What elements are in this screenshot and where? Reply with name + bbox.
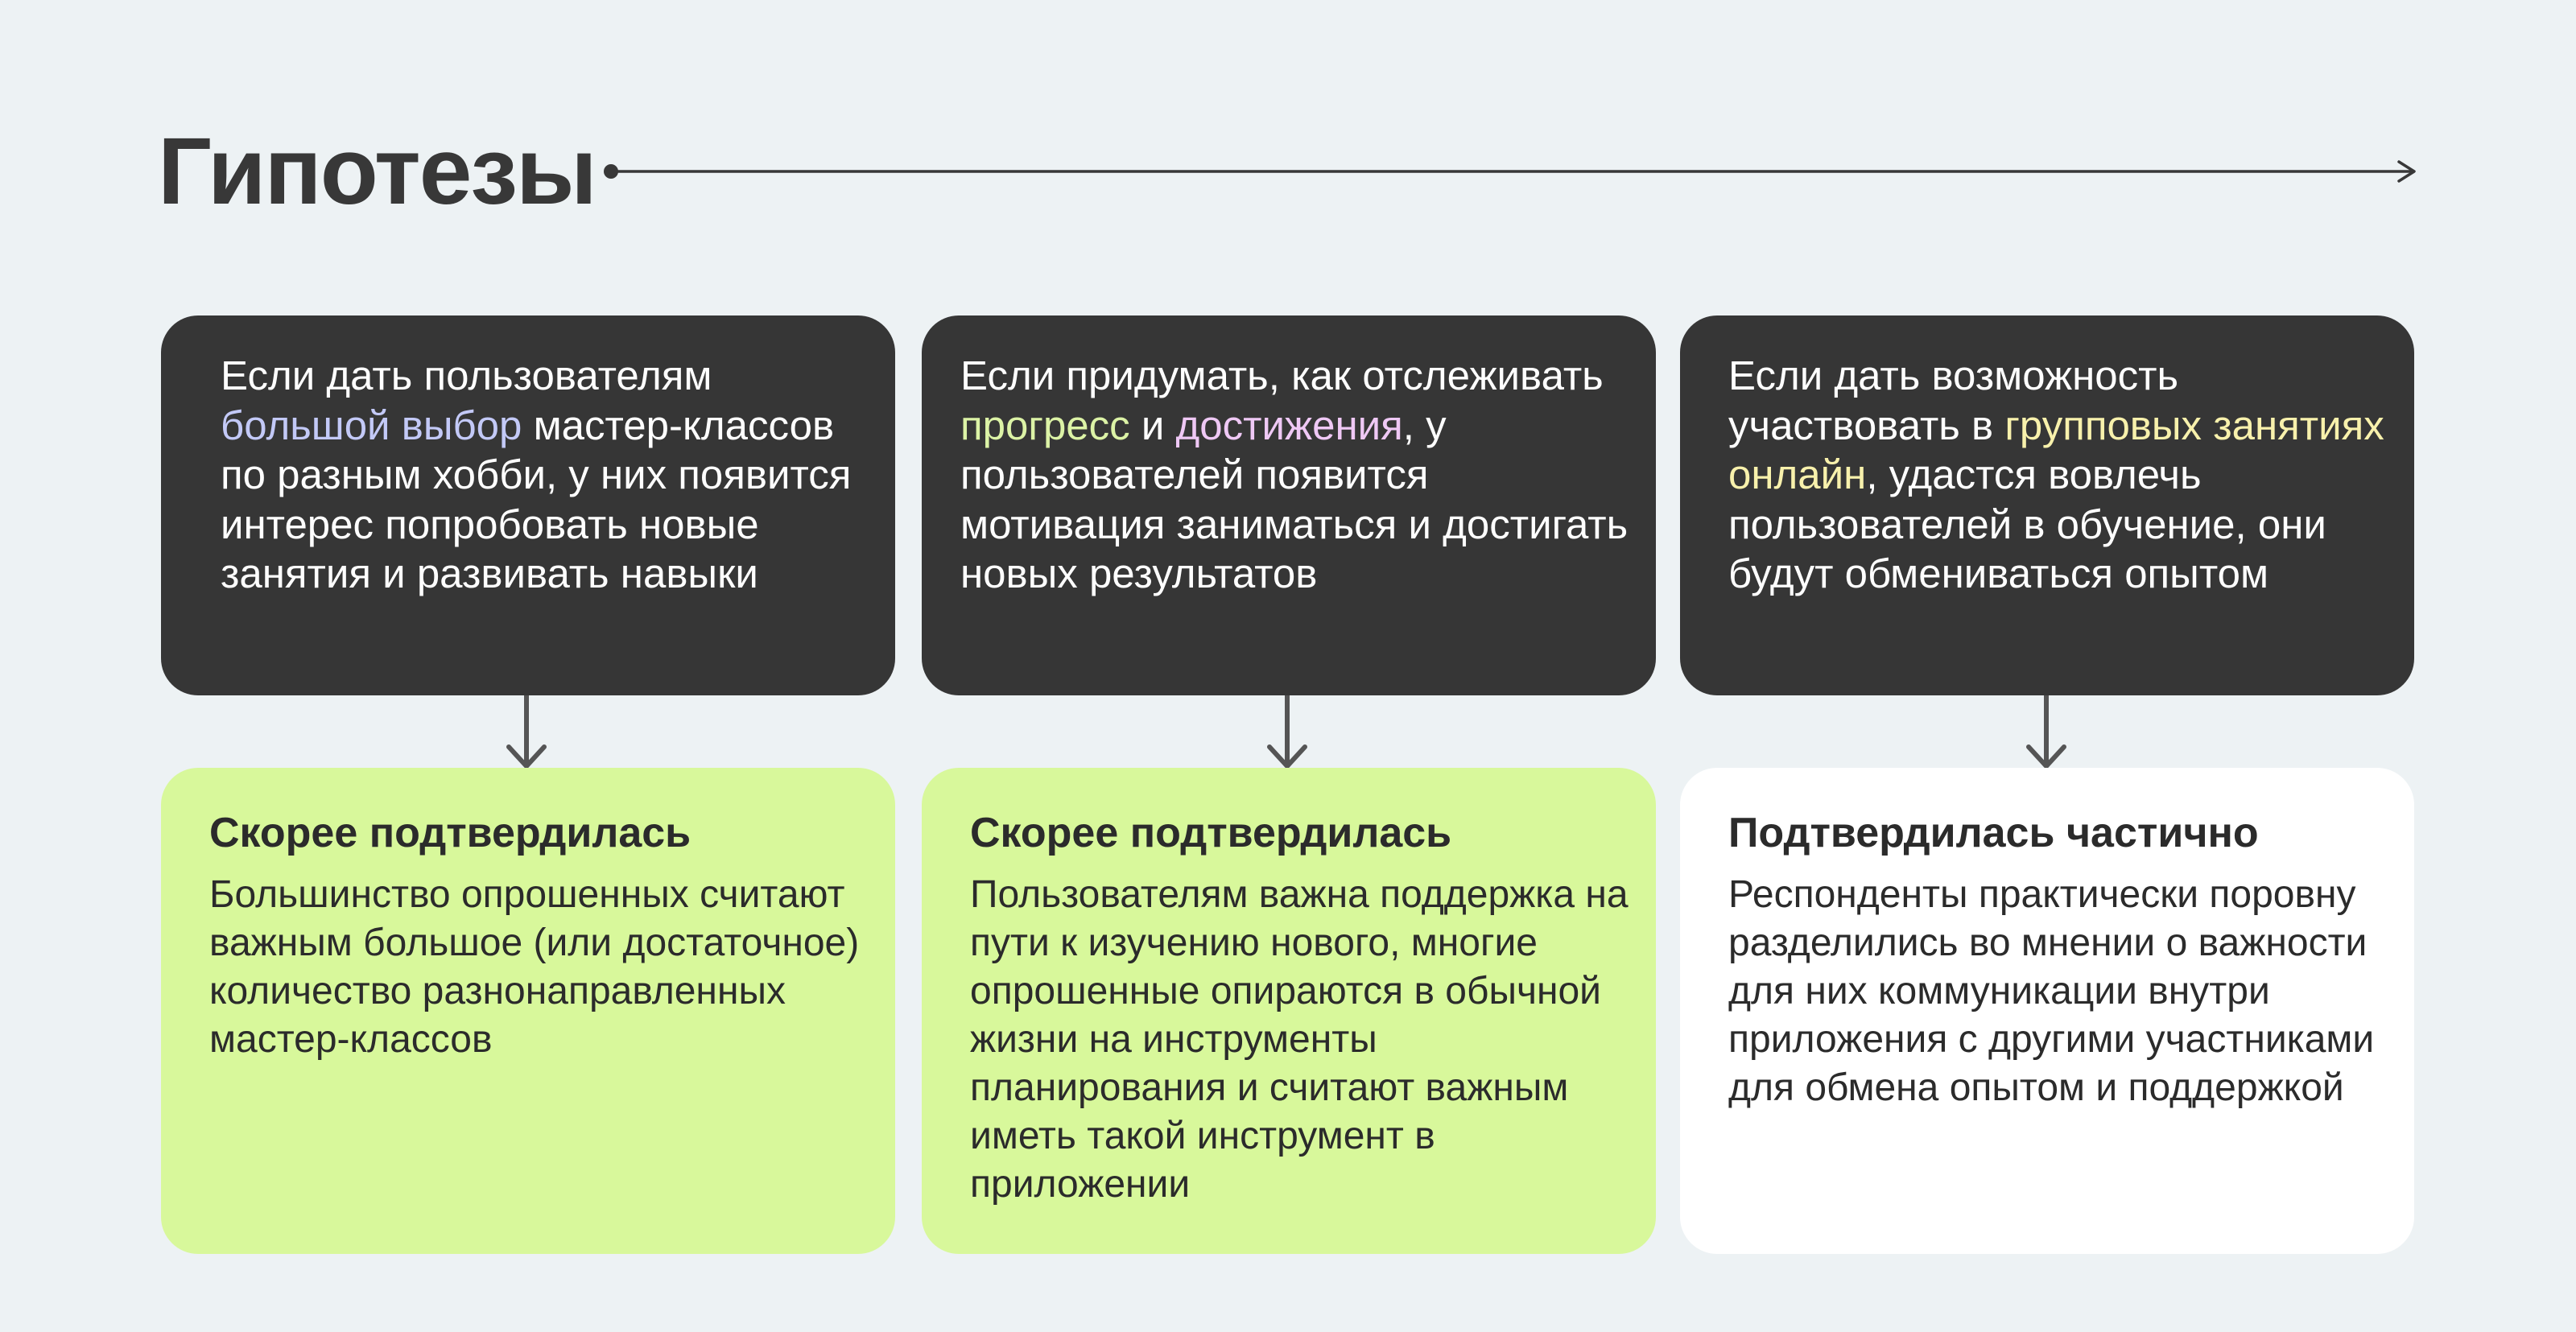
hypothesis-highlight: большой выбор — [221, 402, 522, 448]
result-status: Скорее подтвердилась — [209, 810, 691, 856]
hypothesis-highlight: прогресс — [960, 402, 1130, 448]
result-card-3 — [1680, 768, 2414, 1254]
result-card-1 — [161, 768, 895, 1254]
result-text: Большинство опрошенных считают важным большое (или достаточное) количество разнонаправленных мастер-классов — [209, 873, 860, 1061]
result-text: Респонденты практически поровну разделились во мнении о важности для них коммуникации внутри приложения с другими участниками для обмена опытом и поддержкой — [1728, 873, 2375, 1109]
hypothesis-text: Если дать пользователям — [221, 353, 712, 398]
hypothesis-text: , у пользователей появится мотивация заниматься и достигать новых результатов — [960, 402, 1629, 596]
hypothesis-text: Если дать возможность участвовать в — [1728, 353, 2179, 448]
hypothesis-highlight: групповых занятиях онлайн — [1728, 402, 2384, 497]
hypothesis-text: Если придумать, как отслеживать — [960, 353, 1604, 398]
hypothesis-highlight: достижения — [1175, 402, 1403, 448]
hypothesis-card-3 — [1680, 315, 2414, 695]
page-title: Гипотезы — [158, 118, 596, 225]
hypothesis-text: и — [1129, 402, 1176, 448]
hypothesis-text: мастер-классов по разным хобби, у них появится интерес попробовать новые занятия и развивать навыки — [221, 402, 852, 596]
hypothesis-card-1 — [161, 315, 895, 695]
down-arrow-icon — [502, 695, 551, 773]
result-card-2 — [922, 768, 1656, 1254]
down-arrow-icon — [1263, 695, 1311, 773]
result-status: Подтвердилась частично — [1728, 810, 2259, 856]
timeline-arrow — [601, 159, 2420, 184]
result-text: Пользователям важна поддержка на пути к изучению нового, многие опрошенные опираются в обычной жизни на инструменты планирования и считают важным иметь такой инструмент в приложении — [970, 873, 1629, 1206]
result-status: Скорее подтвердилась — [970, 810, 1452, 856]
hypothesis-text: , удастся вовлечь пользователей в обучение, они будут обмениваться опытом — [1728, 452, 2326, 596]
header — [158, 111, 2428, 232]
hypothesis-card-2 — [922, 315, 1656, 695]
down-arrow-icon — [2022, 695, 2070, 773]
